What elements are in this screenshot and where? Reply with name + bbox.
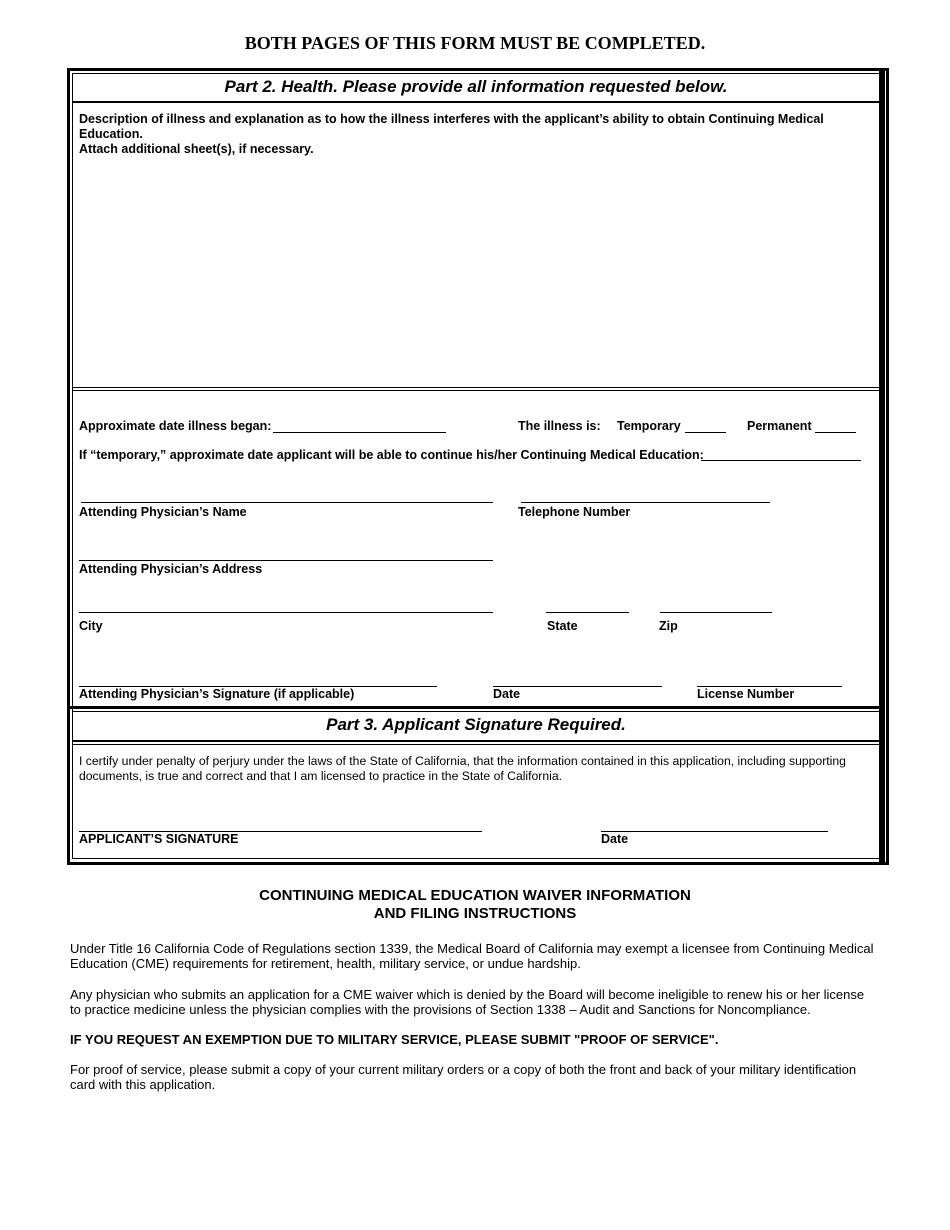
instructions-paragraph-2-line1: Any physician who submits an application for a CME waiver which is denied by the Board will become ineligible to renew his or her license [70,987,865,1002]
part2-title-divider [72,101,880,103]
illness-description-line1: Description of illness and explanation as to how the illness interferes with the applicant’s ability to obtain Continuing Medical Education. [79,112,824,141]
part3-title: Part 3. Applicant Signature Required. [326,715,626,734]
physician-signature-label: Attending Physician’s Signature (if applicable) [79,687,355,701]
instructions-paragraph-1 [70,941,885,971]
part3-divider [70,706,882,709]
illness-description-line2: Attach additional sheet(s), if necessary. [79,142,314,156]
zip-field[interactable] [660,612,772,613]
instructions-paragraph-3-line2: card with this application. [70,1077,216,1092]
instructions-paragraph-3 [70,1062,885,1092]
city-label: City [79,619,103,633]
certification-line2: documents, is true and correct and that I am licensed to practice in the State of California. [79,769,563,783]
applicant-date-label: Date [601,832,629,846]
date-began-label: Approximate date illness began: [79,419,272,433]
military-notice: IF YOU REQUEST AN EXEMPTION DUE TO MILITARY SERVICE, PLEASE SUBMIT "PROOF OF SERVICE". [70,1032,719,1047]
instructions-title [0,887,950,923]
part2-title: Part 2. Health. Please provide all information requested below. [224,77,728,96]
temporary-continue-label: If “temporary,” approximate date applicant will be able to continue his/her Continuing Medical Education: [79,448,704,462]
part3-divider-inner [72,711,880,712]
telephone-field[interactable] [521,502,770,503]
applicant-signature-label: APPLICANT’S SIGNATURE [79,832,239,846]
part3-title-divider-inner [72,744,880,745]
physician-address-label: Attending Physician’s Address [79,562,263,576]
temporary-label: Temporary [617,419,681,433]
instructions-paragraph-1-line1: Under Title 16 California Code of Regulations section 1339, the Medical Board of California may exempt a licensee from Continuing Medical [70,941,874,956]
instructions-title-line2: AND FILING INSTRUCTIONS [373,905,577,922]
physician-date-label: Date [493,687,521,701]
illness-description-area[interactable] [74,145,878,385]
date-began-field[interactable] [273,432,446,433]
zip-label: Zip [659,619,678,633]
city-field[interactable] [79,612,493,613]
permanent-field[interactable] [815,432,856,433]
instructions-paragraph-3-line1: For proof of service, please submit a copy of your current military orders or a copy of both the front and back of your military identification [70,1062,857,1077]
description-divider-bottom [72,390,880,391]
physician-name-field[interactable] [81,502,493,503]
physician-address-field[interactable] [79,560,493,561]
telephone-label: Telephone Number [518,505,631,519]
applicant-date-field[interactable] [601,831,828,832]
instructions-paragraph-2-line2: to practice medicine unless the physician complies with the provisions of Section 1338 – Audit and Sanctions for Noncompliance. [70,1002,811,1017]
instructions-paragraph-1-line2: Education (CME) requirements for retirement, health, military service, or undue hardship. [70,956,581,971]
description-divider-top [72,387,880,388]
certification-text [79,754,879,784]
state-label: State [547,619,578,633]
temporary-field[interactable] [685,432,726,433]
temporary-continue-field[interactable] [701,460,861,461]
illness-is-label: The illness is: [518,419,601,433]
state-field[interactable] [546,612,629,613]
page-heading: BOTH PAGES OF THIS FORM MUST BE COMPLETED. [244,33,706,53]
certification-line1: I certify under penalty of perjury under the laws of the State of California, that the information contained in this application, including supporting [79,754,846,768]
instructions-paragraph-2 [70,987,885,1017]
physician-name-label: Attending Physician’s Name [79,505,247,519]
license-number-label: License Number [697,687,795,701]
part3-title-divider [72,740,880,742]
instructions-title-line1: CONTINUING MEDICAL EDUCATION WAIVER INFORMATION [259,887,691,904]
permanent-label: Permanent [747,419,812,433]
